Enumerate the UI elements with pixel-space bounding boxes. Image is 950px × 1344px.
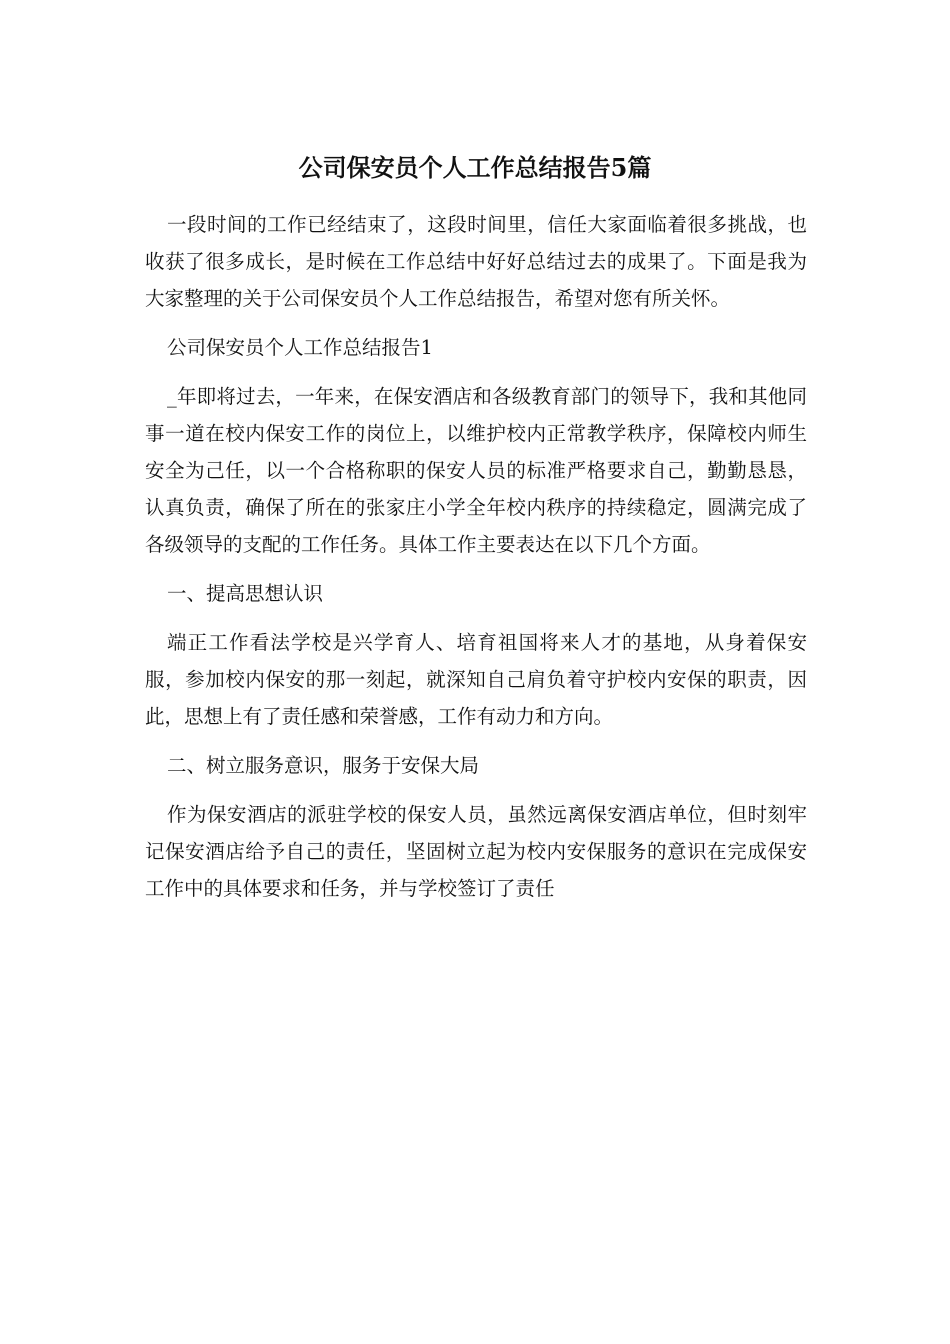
section-1-paragraph: 端正工作看法学校是兴学育人、培育祖国将来人才的基地，从身着保安服，参加校内保安的那一刻起，就深知自己肩负着守护校内安保的职责，因此，思想上有了责任感和荣誉感，工作有动力和方向。	[145, 631, 807, 728]
document-body	[145, 206, 807, 919]
section-2-paragraph: 作为保安酒店的派驻学校的保安人员，虽然远离保安酒店单位，但时刻牢记保安酒店给予自己的责任，坚固树立起为校内安保服务的意识在完成保安工作中的具体要求和任务，并与学校签订了责任	[145, 803, 807, 900]
section-heading-1: 一、提高思想认识	[167, 582, 324, 605]
report-1-paragraph: _年即将过去，一年来，在保安酒店和各级教育部门的领导下，我和其他同事一道在校内保安工作的岗位上，以维护校内正常教学秩序，保障校内师生安全为己任，以一个合格称职的保安人员的标准严格要求自己，勤勤恳恳，认真负责，确保了所在的张家庄小学全年校内秩序的持续稳定，圆满完成了各级领导的支配的工作任务。具体工作主要表达在以下几个方面。	[145, 385, 807, 556]
section-heading-report-1: 公司保安员个人工作总结报告1	[167, 336, 433, 359]
document-title: 公司保安员个人工作总结报告5篇	[298, 153, 652, 182]
intro-paragraph: 一段时间的工作已经结束了，这段时间里，信任大家面临着很多挑战，也收获了很多成长，是时候在工作总结中好好总结过去的成果了。下面是我为大家整理的关于公司保安员个人工作总结报告，希望对您有所关怀。	[145, 213, 807, 310]
section-heading-2: 二、树立服务意识，服务于安保大局	[167, 754, 480, 777]
